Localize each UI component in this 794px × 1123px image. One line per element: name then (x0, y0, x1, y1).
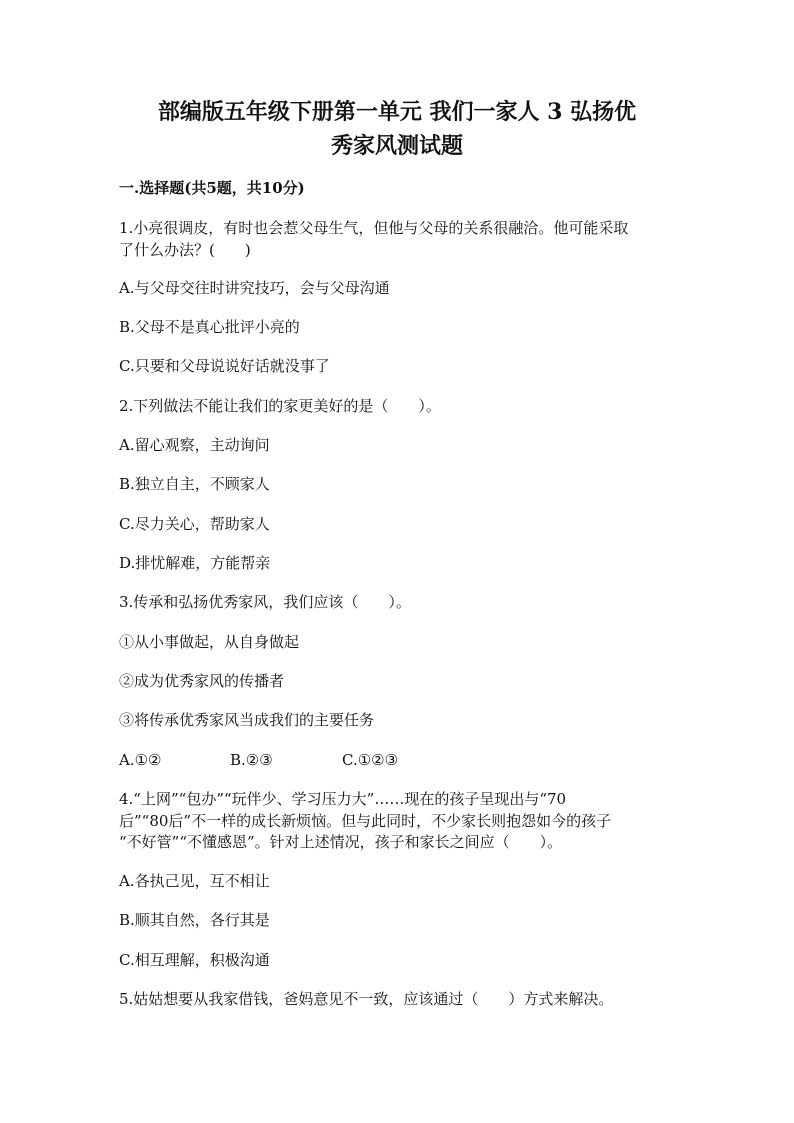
question-3-stem: 3.传承和弘扬优秀家风，我们应该（ ）。 (119, 593, 411, 611)
question-4-option-a: A.各执己见，互不相让 (119, 872, 270, 890)
question-1-stem-line-2: 了什么办法？( ) (119, 241, 251, 259)
question-4-stem-line-1: 4.“上网”“包办”“玩伴少、学习压力大”……现在的孩子呈现出与“70 (119, 790, 567, 808)
question-4-option-b: B.顺其自然，各行其是 (119, 911, 270, 929)
question-2-option-d: D.排忧解难，方能帮亲 (119, 554, 271, 572)
question-3-option-b: B.②③ (230, 751, 273, 769)
question-3-item-2: ②成为优秀家风的传播者 (119, 672, 285, 690)
document-title-line-2: 秀家风测试题 (330, 133, 463, 159)
question-1-stem-line-1: 1.小亮很调皮，有时也会惹父母生气，但他与父母的关系很融洽。他可能采取 (119, 219, 629, 237)
question-2-option-c: C.尽力关心，帮助家人 (119, 515, 270, 533)
question-4-stem-line-2: 后”“80后”不一样的成长新烦恼。但与此同时，不少家长则抱怨如今的孩子 (119, 812, 612, 830)
question-2-option-a: A.留心观察，主动询问 (119, 436, 270, 454)
question-5-stem: 5.姑姑想要从我家借钱，爸妈意见不一致，应该通过（ ）方式来解决。 (119, 990, 614, 1008)
question-1-option-c: C.只要和父母说说好话就没事了 (119, 357, 330, 375)
question-3-option-a: A.①② (119, 751, 162, 769)
question-4-option-c: C.相互理解，积极沟通 (119, 951, 270, 969)
document-title-line-1: 部编版五年级下册第一单元 我们一家人 3 弘扬优 (157, 99, 637, 125)
question-3-item-3: ③将传承优秀家风当成我们的主要任务 (119, 711, 375, 729)
question-3-item-1: ①从小事做起，从自身做起 (119, 633, 300, 651)
question-4-stem-line-3: “不好管”“不懂感恩”。针对上述情况，孩子和家长之间应（ ）。 (119, 833, 563, 851)
section-heading: 一.选择题(共5题，共10分) (119, 179, 305, 197)
question-2-stem: 2.下列做法不能让我们的家更美好的是（ ）。 (119, 397, 441, 415)
question-3-option-c: C.①②③ (342, 751, 399, 769)
question-2-option-b: B.独立自主，不顾家人 (119, 475, 270, 493)
question-1-option-b: B.父母不是真心批评小亮的 (119, 318, 300, 336)
question-1-option-a: A.与父母交往时讲究技巧，会与父母沟通 (119, 279, 390, 297)
